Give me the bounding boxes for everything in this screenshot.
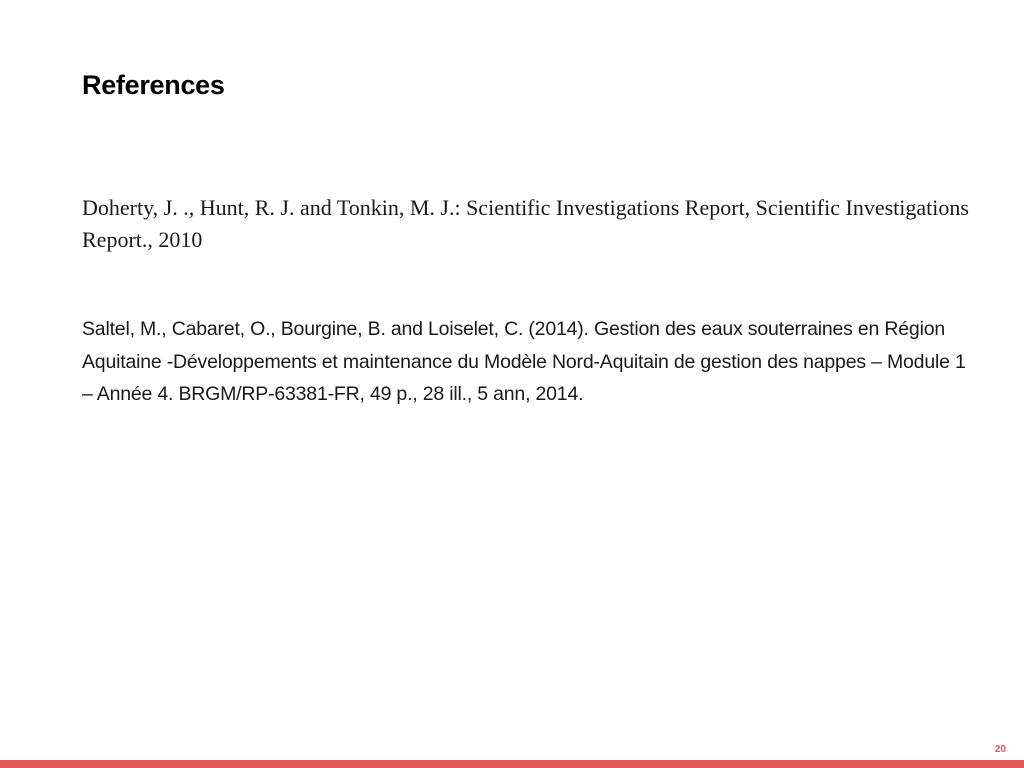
reference-item-saltel: Saltel, M., Cabaret, O., Bourgine, B. and Loiselet, C. (2014). Gestion des eaux souterraines en Région Aquitaine -Développements et maintenance du Modèle Nord-Aquitain de gestion des nappes – Module 1 – Année 4. BRGM/RP-63381-FR, 49 p., 28 ill., 5 ann, 2014. bbox=[82, 318, 966, 405]
reference-item-doherty: Doherty, J. ., Hunt, R. J. and Tonkin, M. J.: Scientific Investigations Report, Scientific Investigations Report., 2010 bbox=[82, 195, 969, 252]
page-number: 20 bbox=[994, 744, 1006, 755]
page-title: References bbox=[82, 70, 225, 100]
footer-accent-bar bbox=[0, 760, 1024, 768]
